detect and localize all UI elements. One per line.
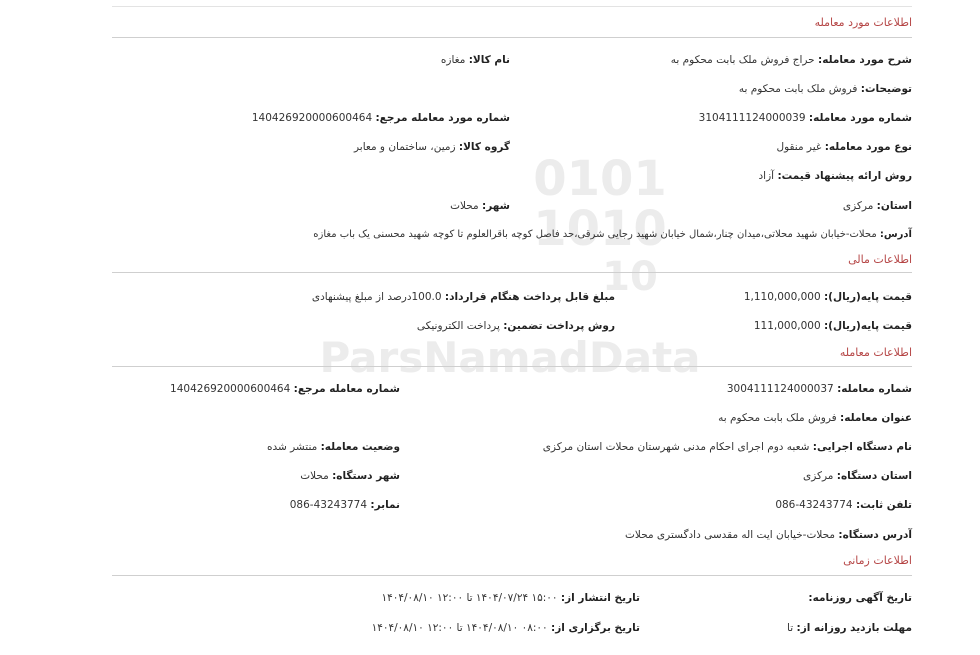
label: استان:: [876, 200, 912, 212]
label: نام دستگاه اجرایی:: [812, 441, 912, 453]
field-goods-name: [441, 54, 510, 66]
field-notes: [739, 83, 912, 95]
field-address: [313, 229, 912, 240]
label: نوع مورد معامله:: [824, 141, 912, 153]
value: 100.0درصد از مبلغ پیشنهادی: [311, 291, 442, 303]
field-item-number: [699, 112, 912, 124]
value: 3104111124000039: [698, 112, 806, 124]
field-fax: [290, 499, 400, 511]
label: تلفن ثابت:: [855, 499, 912, 511]
field-org-province: [803, 470, 912, 482]
label: شرح مورد معامله:: [818, 54, 912, 66]
value: 140426920000600464: [170, 383, 291, 395]
value: پرداخت الکترونیکی: [416, 320, 500, 332]
field-base-price-guarantee: [754, 320, 912, 332]
label: روش ارائه پیشنهاد قیمت:: [777, 170, 912, 182]
section-title-time: اطلاعات زمانی: [843, 554, 912, 567]
field-hold-date: [372, 622, 640, 634]
field-base-price: [744, 291, 912, 303]
label: شهر:: [482, 200, 510, 212]
field-transaction-ref: [170, 383, 400, 395]
svg-text:ParsNamadData: ParsNamadData: [319, 333, 700, 382]
label: استان دستگاه:: [836, 470, 912, 482]
label: آدرس دستگاه:: [838, 529, 912, 541]
svg-text:10: 10: [602, 254, 658, 300]
value: فروش ملک بابت محکوم به: [738, 83, 858, 95]
value: محلات: [450, 200, 479, 212]
field-ref-number: [252, 112, 510, 124]
value: تا: [787, 622, 794, 634]
field-guarantee-method: [417, 320, 615, 332]
value: فروش ملک بابت محکوم به: [718, 412, 837, 424]
value: 43243774-086: [289, 499, 368, 511]
value: حراج فروش ملک بابت محکوم به: [670, 54, 815, 66]
field-org-address: [625, 529, 912, 541]
field-phone: [775, 499, 912, 511]
label: شماره معامله:: [837, 383, 912, 395]
field-goods-group: [354, 141, 510, 153]
value: شعبه دوم اجرای احکام مدنی شهرستان محلات استان مرکزی: [542, 441, 810, 453]
value: محلات-خیابان ایت اله مقدسی دادگستری محلات: [625, 529, 836, 541]
value: مرکزی: [803, 470, 834, 482]
label: عنوان معامله:: [840, 412, 912, 424]
label: تاریخ آگهی روزنامه:: [808, 592, 912, 604]
label: مهلت بازدید روزانه از:: [796, 622, 912, 634]
label: آدرس:: [879, 229, 912, 240]
label: تاریخ انتشار از:: [560, 592, 640, 604]
value: محلات: [300, 470, 329, 482]
field-newspaper-date: [808, 592, 912, 604]
section-title-item-info: اطلاعات مورد معامله: [814, 16, 912, 29]
field-publish-date: [381, 592, 640, 604]
field-price-method: [759, 170, 913, 182]
field-item-type: [776, 141, 912, 153]
value: محلات-خیابان شهید محلاتی،میدان چنار،شمال خیابان شهید رجایی شرقی،حد فاصل کوچه باقرالعلوم تا کوچه شهید محسنی یک باب مغازه: [313, 229, 877, 240]
section-title-transaction: اطلاعات معامله: [839, 346, 912, 359]
value: 140426920000600464: [251, 112, 373, 124]
value: 43243774-086: [775, 499, 853, 511]
svg-text:1010: 1010: [533, 201, 667, 257]
value: ۰۸:۰۰ ۱۴۰۴/۰۸/۱۰ تا ۱۲:۰۰ ۱۴۰۴/۰۸/۱۰: [371, 622, 548, 634]
divider: [112, 575, 912, 576]
field-status: [267, 441, 400, 453]
label: شهر دستگاه:: [332, 470, 400, 482]
label: شماره مورد معامله مرجع:: [375, 112, 510, 124]
value: ۱۵:۰۰ ۱۴۰۴/۰۷/۲۴ تا ۱۲:۰۰ ۱۴۰۴/۰۸/۱۰: [381, 592, 558, 604]
label: نمابر:: [370, 499, 400, 511]
section-title-financial: اطلاعات مالی: [848, 253, 912, 266]
top-border: [112, 6, 912, 7]
value: مرکزی: [842, 200, 874, 212]
label: شماره مورد معامله:: [808, 112, 912, 124]
label: تاریخ برگزاری از:: [551, 622, 640, 634]
field-executor: [543, 441, 912, 453]
value: 111,000,000: [753, 320, 821, 332]
label: روش پرداخت تضمین:: [503, 320, 615, 332]
label: قیمت پایه(ریال):: [823, 320, 912, 332]
label: مبلغ قابل پرداخت هنگام قرارداد:: [444, 291, 615, 303]
label: گروه کالا:: [458, 141, 510, 153]
field-city: [450, 200, 510, 212]
label: قیمت پایه(ریال):: [823, 291, 912, 303]
field-visit-deadline: [787, 622, 912, 634]
field-transaction-title: [718, 412, 912, 424]
value: منتشر شده: [266, 441, 318, 453]
field-payable-amount: [312, 291, 615, 303]
field-province: [843, 200, 912, 212]
field-item-desc: [671, 54, 912, 66]
label: وضعیت معامله:: [320, 441, 400, 453]
svg-text:0101: 0101: [533, 151, 667, 207]
field-org-city: [300, 470, 400, 482]
label: نام کالا:: [468, 54, 510, 66]
value: 1,110,000,000: [743, 291, 821, 303]
divider: [112, 272, 912, 273]
value: آزاد: [758, 170, 775, 182]
divider: [112, 37, 912, 38]
value: غیر منقول: [776, 141, 822, 153]
value: مغازه: [440, 54, 466, 66]
value: 3004111124000037: [726, 383, 834, 395]
divider: [112, 366, 912, 367]
value: زمین، ساختمان و معابر: [353, 141, 456, 153]
label: شماره معامله مرجع:: [293, 383, 400, 395]
field-transaction-number: [727, 383, 912, 395]
label: توضیحات:: [860, 83, 912, 95]
